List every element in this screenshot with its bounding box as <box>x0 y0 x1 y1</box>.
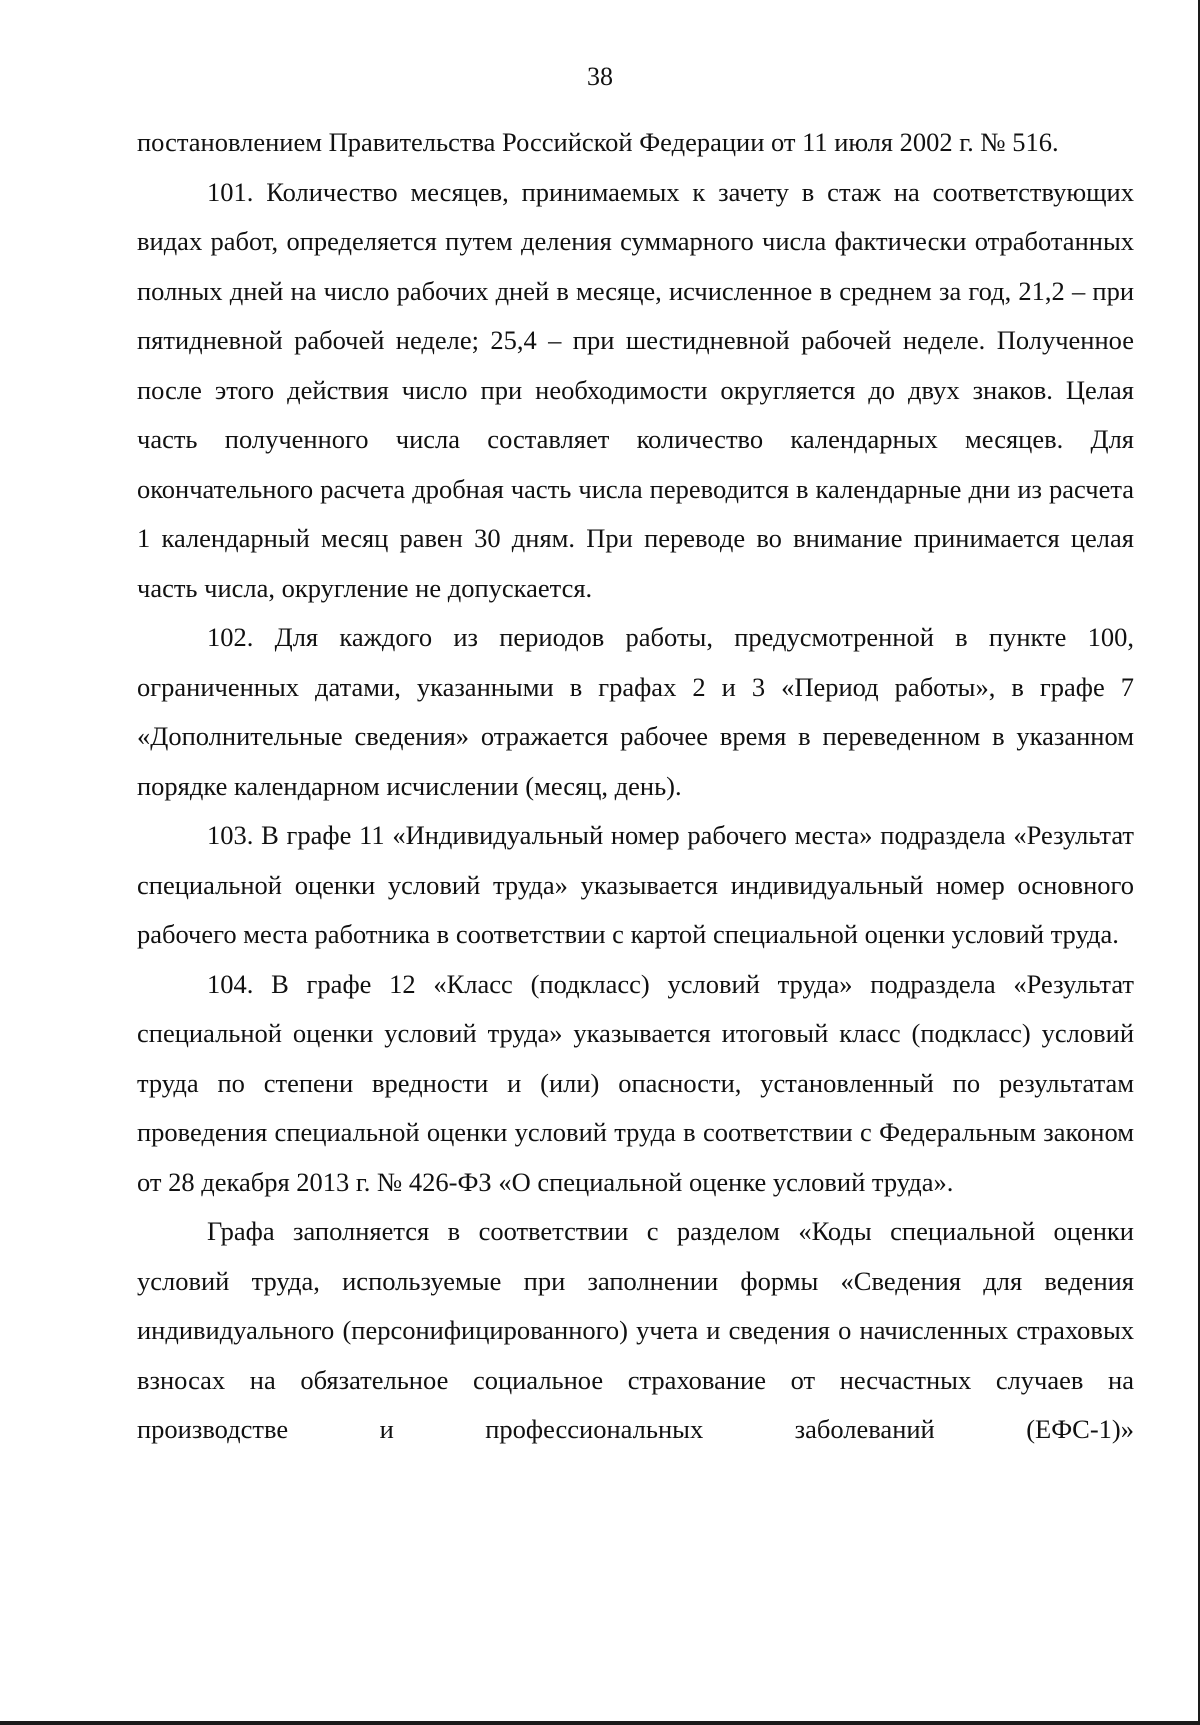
paragraph-102: 102. Для каждого из периодов работы, предусмотренной в пункте 100, ограниченных датами, указанными в графах 2 и 3 «Период работы», в графе 7 «Дополнительные сведения» отражается рабочее время в переведенном в указанном порядке календарном исчислении (месяц, день). <box>137 622 1134 801</box>
paragraph-103: 103. В графе 11 «Индивидуальный номер рабочего места» подраздела «Результат специальной оценки условий труда» указывается индивидуальный номер основного рабочего места работника в соответствии с картой специальной оценки условий труда. <box>137 820 1134 949</box>
page-edge-bottom <box>0 1721 1200 1725</box>
paragraph-column-instructions: Графа заполняется в соответствии с разделом «Коды специальной оценки условий труда, используемые при заполнении формы «Сведения для ведения индивидуального (персонифицированного) учета и сведения о начисленных страховых взносах на обязательное социальное страхование от несчастных случаев на производстве и профессиональных заболеваний (ЕФС-1)» <box>137 1216 1134 1444</box>
paragraph-104: 104. В графе 12 «Класс (подкласс) условий труда» подраздела «Результат специальной оценки условий труда» указывается итоговый класс (подкласс) условий труда по степени вредности и (или) опасности, установленный по результатам проведения специальной оценки условий труда в соответствии с Федеральным законом от 28 декабря 2013 г. № 426-ФЗ «О специальной оценке условий труда». <box>137 968 1134 1197</box>
paragraph-continuation: постановлением Правительства Российской Федерации от 11 июля 2002 г. № 516. <box>137 127 1059 157</box>
document-body <box>137 118 1134 1455</box>
page-number: 38 <box>587 62 613 91</box>
paragraph-101: 101. Количество месяцев, принимаемых к зачету в стаж на соответствующих видах работ, определяется путем деления суммарного числа фактически отработанных полных дней на число рабочих дней в месяце, исчисленное в среднем за год, 21,2 – при пятидневной рабочей неделе; 25,4 – при шестидневной рабочей неделе. Полученное после этого действия число при необходимости округляется до двух знаков. Целая часть полученного числа составляет количество календарных месяцев. Для окончательного расчета дробная часть числа переводится в календарные дни из расчета 1 календарный месяц равен 30 дням. При переводе во внимание принимается целая часть числа, округление не допускается. <box>137 176 1134 603</box>
